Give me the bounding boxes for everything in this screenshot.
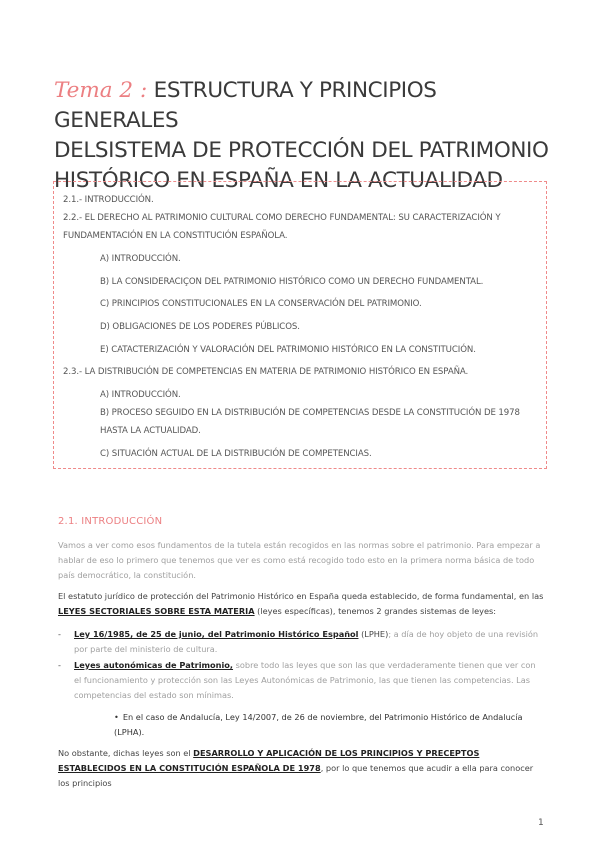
emphasis-text: DESARROLLO Y APLICACIÓN DE LOS PRINCIPIOS Y PRECEPTOS ESTABLECIDOS EN LA CONSTITUCIÓN ESPAÑOLA DE 1978 (58, 748, 480, 773)
toc-item: B) LA CONSIDERACIÇON DEL PATRIMONIO HISTÓRICO COMO UN DERECHO FUNDAMENTAL. (100, 277, 484, 287)
toc-item: 2.1.- INTRODUCCIÓN. (63, 195, 154, 205)
emphasis-text: LEYES SECTORIALES SOBRE ESTA MATERIA (58, 606, 255, 616)
dash-bullet-icon: - (58, 660, 61, 670)
toc-item: E) CATACTERIZACIÓN Y VALORACIÓN DEL PATRIMONIO HISTÓRICO EN LA CONSTITUCIÓN. (100, 345, 476, 355)
title-lead: Tema 2 : (54, 78, 148, 103)
table-of-contents-box (53, 181, 547, 469)
toc-item: C) SITUACIÓN ACTUAL DE LA DISTRIBUCIÓN DE COMPETENCIAS. (100, 449, 372, 459)
title-line-2: DELSISTEMA DE PROTECCIÓN DEL PATRIMONIO (54, 138, 549, 163)
law-note: sobre todo las leyes que son las que verdaderamente tienen que ver con el funcionamiento y protección son las Leyes Autonómicas de Patrimonio, las que tienen las competencias. Las competencias del estado son mínimas. (74, 660, 536, 700)
toc-item: D) OBLIGACIONES DE LOS PODERES PÚBLICOS. (100, 322, 300, 332)
toc-item: A) INTRODUCCIÓN. (100, 390, 181, 400)
dash-bullet-icon: - (58, 629, 61, 639)
paragraph-constitucion (58, 746, 544, 791)
title-line-1: ESTRUCTURA Y PRINCIPIOS GENERALES (54, 78, 437, 133)
toc-item: C) PRINCIPIOS CONSTITUCIONALES EN LA CONSERVACIÓN DEL PATRIMONIO. (100, 299, 422, 309)
toc-item: 2.3.- LA DISTRIBUCIÓN DE COMPETENCIAS EN MATERIA DE PATRIMONIO HISTÓRICO EN ESPAÑA. (63, 367, 469, 377)
toc-item: 2.2.- EL DERECHO AL PATRIMONIO CULTURAL COMO DERECHO FUNDAMENTAL: SU CARACTERIZACIÓN Y FUNDAMENTACIÓN EN LA CONSTITUCIÓN ESPAÑOLA. (63, 213, 501, 241)
toc-item: A) INTRODUCCIÓN. (100, 254, 181, 264)
paragraph-text: (leyes específicas), tenemos 2 grandes sistemas de leyes: (254, 606, 497, 616)
toc-item: B) PROCESO SEGUIDO EN LA DISTRIBUCIÓN DE COMPETENCIAS DESDE LA CONSTITUCIÓN DE 1978 HASTA LA ACTUALIDAD. (100, 408, 520, 436)
law-title: Leyes autonómicas de Patrimonio, (74, 660, 234, 670)
title-line-3: HISTÓRICO EN ESPAÑA EN LA ACTUALIDAD (54, 168, 503, 193)
sub-list-text: En el caso de Andalucía, Ley 14/2007, de 26 de noviembre, del Patrimonio Histórico de Andalucía (LPHA). (114, 712, 523, 737)
law-title: Ley 16/1985, de 25 de junio, del Patrimonio Histórico Español (74, 629, 359, 639)
section-heading: 2.1. INTRODUCCIÓN (58, 516, 163, 527)
page-title (54, 76, 564, 196)
paragraph-leyes (58, 589, 544, 619)
paragraph-text: El estatuto jurídico de protección del Patrimonio Histórico en España queda establecido, de forma fundamental, en las (58, 591, 544, 601)
paragraph-text: , por lo que tenemos que acudir a ella para conocer los principios (58, 763, 534, 788)
intro-paragraph: Vamos a ver como esos fundamentos de la tutela están recogidos en las normas sobre el patrimonio. Para empezar a hablar de eso lo primero que tenemos que ver es como está recogido todo esto en la primera norma básica de todo país democrático, la constitución. (58, 540, 541, 580)
paragraph-text: No obstante, dichas leyes son el (58, 748, 194, 758)
sub-list-item (114, 710, 544, 740)
dot-bullet-icon: • (114, 712, 119, 722)
law-note: ; a día de hoy objeto de una revisión por parte del ministerio de cultura. (74, 629, 539, 654)
law-abbrev: (LPHE) (358, 629, 389, 639)
page-number: 1 (538, 818, 544, 828)
